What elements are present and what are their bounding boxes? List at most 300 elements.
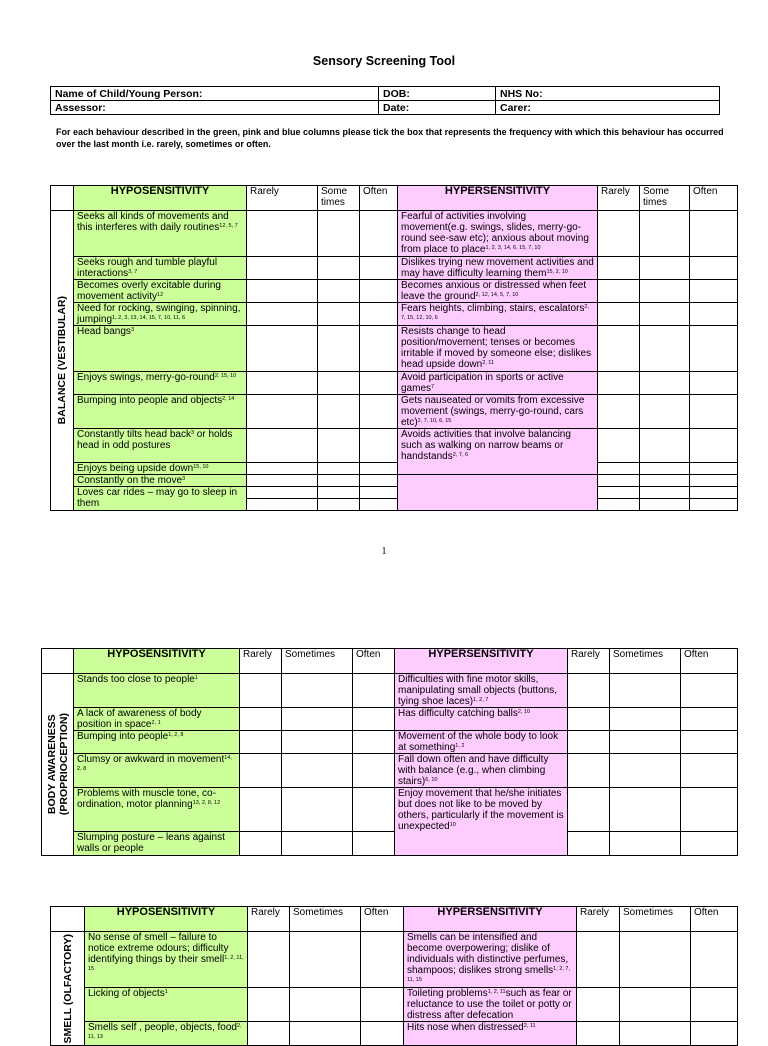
tick-box[interactable] — [318, 303, 360, 326]
hypo-behaviour — [74, 674, 240, 708]
tick-box[interactable] — [360, 303, 398, 326]
behaviour-text: Need for rocking, swinging, spinning, jumping — [77, 303, 241, 325]
reference-numbers: 2, 7, 6 — [452, 452, 469, 458]
behaviour-text: Enjoys being upside down — [77, 463, 194, 474]
tick-box[interactable] — [247, 303, 318, 326]
tick-box[interactable] — [568, 674, 610, 708]
sense-label-text — [46, 713, 70, 815]
often-header: Often — [361, 907, 404, 932]
tick-box[interactable] — [353, 754, 395, 788]
tick-box[interactable] — [681, 832, 738, 856]
reference-numbers: 2, 11, 13 — [88, 1023, 242, 1040]
tick-box[interactable] — [247, 429, 318, 463]
behaviour-text: Problems with muscle tone, co-ordination, motor planning — [77, 788, 216, 810]
often-header: Often — [353, 649, 395, 674]
behaviour-text: Head bangs — [77, 326, 131, 337]
tick-box[interactable] — [620, 932, 691, 988]
reference-numbers: 1, 2, 8 — [168, 732, 184, 738]
tick-box[interactable] — [318, 475, 360, 487]
tick-box[interactable] — [247, 326, 318, 372]
nhs-label[interactable]: NHS No: — [496, 87, 720, 101]
tick-box[interactable] — [247, 395, 318, 429]
tick-box[interactable] — [640, 326, 690, 372]
behaviour-row — [42, 832, 738, 856]
reference-numbers: 2, 11 — [523, 1023, 536, 1029]
assessor-label[interactable]: Assessor: — [51, 101, 379, 115]
reference-numbers: 2, 1 — [151, 720, 161, 726]
tick-box[interactable] — [610, 788, 681, 832]
behaviour-text: Toileting problems — [407, 988, 488, 999]
behaviour-row — [51, 487, 738, 499]
behaviour-row — [51, 988, 738, 1022]
tick-box[interactable] — [681, 788, 738, 832]
reference-numbers: 3, 7 — [128, 269, 138, 275]
tick-box[interactable] — [360, 280, 398, 303]
reference-numbers: 6, 10 — [425, 777, 438, 783]
sense-label — [42, 674, 74, 856]
header-row — [42, 649, 738, 674]
tick-box[interactable] — [640, 499, 690, 511]
sometimes-header: Some times — [318, 186, 360, 211]
behaviour-text: Movement of the whole body to look at something — [398, 731, 559, 753]
tick-box[interactable] — [290, 1022, 361, 1046]
reference-numbers: 15, 2, 10 — [546, 269, 568, 275]
behaviour-row — [51, 395, 738, 429]
behaviour-text: Avoids activities that involve balancing such as walking on narrow beams or handstands — [401, 429, 571, 462]
tick-box[interactable] — [247, 463, 318, 475]
behaviour-text: Licking of objects — [88, 988, 165, 999]
date-label[interactable]: Date: — [379, 101, 496, 115]
hypo-behaviour — [74, 395, 247, 429]
tick-box[interactable] — [690, 211, 738, 257]
corner-cell — [42, 649, 74, 674]
hypo-behaviour — [74, 832, 240, 856]
tick-box[interactable] — [690, 395, 738, 429]
behaviour-text: Clumsy or awkward in movement — [77, 754, 225, 765]
behaviour-text-cont: such as fear or reluctance to use the toilet or potty or distress after defecation — [407, 988, 572, 1021]
hyper-behaviour — [398, 475, 598, 511]
tick-box[interactable] — [610, 708, 681, 731]
tick-box[interactable] — [577, 1022, 620, 1046]
hyper-behaviour — [398, 326, 598, 372]
reference-numbers: 12 — [157, 292, 164, 298]
behaviour-row — [51, 326, 738, 372]
header-row — [51, 186, 738, 211]
tick-box[interactable] — [353, 731, 395, 754]
often-header: Often — [691, 907, 738, 932]
hypo-behaviour — [74, 475, 247, 487]
sense-label — [51, 211, 74, 511]
tick-box[interactable] — [247, 487, 318, 499]
hypo-behaviour — [74, 463, 247, 475]
tick-box[interactable] — [282, 731, 353, 754]
hypo-behaviour — [85, 1022, 248, 1046]
tick-box[interactable] — [598, 280, 640, 303]
info-table — [50, 86, 720, 115]
reference-numbers: 1, 2, 11, 15 — [88, 955, 244, 972]
tick-box[interactable] — [690, 326, 738, 372]
tick-box[interactable] — [282, 754, 353, 788]
sometimes-header: Sometimes — [610, 649, 681, 674]
behaviour-row — [51, 1022, 738, 1046]
sense-label-text: BALANCE (VESTIBULAR) — [56, 296, 68, 425]
tick-box[interactable] — [640, 257, 690, 280]
tick-box[interactable] — [360, 372, 398, 395]
behaviour-text: Smells self , people, objects, food — [88, 1022, 237, 1033]
reference-numbers: 1, 2, 3, 13, 14, 15, 7, 10, 11, 6 — [112, 315, 186, 321]
tick-box[interactable] — [240, 708, 282, 731]
tick-box[interactable] — [248, 988, 290, 1022]
hyper-behaviour — [395, 754, 568, 788]
reference-numbers: 1, 2, 11 — [487, 989, 506, 995]
behaviour-text: Constantly on the move — [77, 475, 183, 486]
hyper-behaviour — [398, 429, 598, 475]
hyper-behaviour — [395, 731, 568, 754]
tick-box[interactable] — [360, 326, 398, 372]
behaviour-text: Bumping into people — [77, 731, 169, 742]
hypo-behaviour — [74, 788, 240, 832]
tick-box[interactable] — [681, 754, 738, 788]
tick-box[interactable] — [640, 395, 690, 429]
tick-box[interactable] — [681, 674, 738, 708]
behaviour-text: Fearful of activities involving movement(e.g. swings, slides, merry-go-round see-saw etc); anxious about moving from place to place — [401, 211, 589, 255]
reference-numbers: 13, 2, 8, 12 — [192, 800, 221, 806]
behaviour-row — [42, 708, 738, 731]
reference-numbers: 2, 7, 15, 12, 10, 6 — [401, 304, 589, 321]
often-header: Often — [690, 186, 738, 211]
hyper-behaviour — [395, 708, 568, 731]
hyper-behaviour — [398, 303, 598, 326]
page-title: Sensory Screening Tool — [312, 54, 456, 68]
hyper-header: HYPERSENSITIVITY — [398, 186, 598, 211]
reference-numbers: 3 — [130, 327, 134, 333]
hypo-behaviour — [74, 257, 247, 280]
tick-box[interactable] — [690, 475, 738, 487]
tick-box[interactable] — [361, 932, 404, 988]
tick-box[interactable] — [598, 326, 640, 372]
tick-box[interactable] — [620, 1022, 691, 1046]
often-header: Often — [360, 186, 398, 211]
tick-box[interactable] — [353, 708, 395, 731]
reference-numbers: 15, 10 — [193, 464, 209, 470]
behaviour-text: Constantly tilts head back — [77, 429, 191, 440]
tick-box[interactable] — [318, 487, 360, 499]
tick-box[interactable] — [690, 303, 738, 326]
sometimes-header: Sometimes — [290, 907, 361, 932]
hypo-behaviour — [74, 708, 240, 731]
tick-box[interactable] — [640, 280, 690, 303]
tick-box[interactable] — [247, 257, 318, 280]
hyper-behaviour — [404, 1022, 577, 1046]
hyper-behaviour — [395, 674, 568, 708]
reference-numbers: 2, 15, 10 — [214, 373, 237, 379]
tick-box[interactable] — [282, 788, 353, 832]
balance-table — [50, 185, 738, 511]
tick-box[interactable] — [247, 475, 318, 487]
sometimes-header: Some times — [640, 186, 690, 211]
hyper-behaviour — [398, 257, 598, 280]
reference-numbers: 2, 12, 14, 5, 7, 10 — [475, 292, 519, 298]
behaviour-row — [51, 475, 738, 487]
sense-label-text: SMELL (OLFACTORY) — [61, 933, 74, 1044]
smell-table — [50, 906, 738, 1046]
tick-box[interactable] — [690, 487, 738, 499]
tick-box[interactable] — [360, 499, 398, 511]
tick-box[interactable] — [598, 463, 640, 475]
hypo-header: HYPOSENSITIVITY — [74, 649, 240, 674]
hyper-behaviour — [395, 788, 568, 856]
reference-numbers: 1, 2 — [455, 743, 465, 749]
hypo-behaviour — [74, 280, 247, 303]
reference-numbers: 1 — [164, 989, 168, 995]
tick-box[interactable] — [290, 988, 361, 1022]
tick-box[interactable] — [247, 499, 318, 511]
tick-box[interactable] — [282, 674, 353, 708]
tick-box[interactable] — [361, 988, 404, 1022]
corner-cell — [51, 186, 74, 211]
reference-numbers: 1, 2, 7, 11, 15 — [407, 966, 570, 983]
rarely-header: Rarely — [240, 649, 282, 674]
tick-box[interactable] — [247, 211, 318, 257]
reference-numbers: 1, 2, 3, 14, 6, 15, 7, 10 — [485, 245, 541, 251]
tick-box[interactable] — [620, 988, 691, 1022]
hypo-behaviour — [74, 731, 240, 754]
behaviour-row — [42, 674, 738, 708]
reference-numbers: 1 — [194, 675, 198, 681]
tick-box[interactable] — [318, 499, 360, 511]
behaviour-text: Seeks rough and tumble playful interactions — [77, 257, 218, 279]
tick-box[interactable] — [568, 832, 610, 856]
tick-box[interactable] — [610, 674, 681, 708]
reference-numbers: 10 — [449, 822, 456, 828]
tick-box[interactable] — [568, 708, 610, 731]
behaviour-text: No sense of smell – failure to notice extreme odours; difficulty identifying things by their smell — [88, 932, 229, 965]
tick-box[interactable] — [318, 211, 360, 257]
tick-box[interactable] — [240, 754, 282, 788]
tick-box[interactable] — [690, 280, 738, 303]
tick-box[interactable] — [247, 280, 318, 303]
tick-box[interactable] — [361, 1022, 404, 1046]
hyper-behaviour — [398, 280, 598, 303]
instructions: For each behaviour described in the green, pink and blue columns please tick the box that represents the frequency with which this behaviour has occurred over the last month i.e. rarely, sometimes or often. — [56, 127, 724, 149]
reference-numbers: 12, 5, 7 — [219, 223, 238, 229]
tick-box[interactable] — [248, 1022, 290, 1046]
behaviour-text: Has difficulty catching balls — [398, 708, 518, 719]
tick-box[interactable] — [240, 674, 282, 708]
tick-box[interactable] — [598, 499, 640, 511]
behaviour-row — [51, 463, 738, 475]
tick-box[interactable] — [640, 463, 690, 475]
behaviour-row — [51, 932, 738, 988]
behaviour-row — [51, 303, 738, 326]
reference-numbers: 14, 2, 8 — [77, 755, 232, 772]
sense-label-line2: (PROPRIOCEPTION) — [57, 713, 70, 816]
behaviour-text: Dislikes trying new movement activities and may have difficulty learning them — [401, 257, 594, 279]
tick-box[interactable] — [240, 832, 282, 856]
hyper-behaviour — [404, 988, 577, 1022]
tick-box[interactable] — [577, 932, 620, 988]
tick-box[interactable] — [568, 788, 610, 832]
hypo-behaviour — [85, 932, 248, 988]
tick-box[interactable] — [690, 463, 738, 475]
behaviour-text: Enjoy movement that he/she initiates but does not like to be moved by others, particularly if the movement is unexpected — [398, 788, 564, 832]
often-header: Often — [681, 649, 738, 674]
tick-box[interactable] — [640, 487, 690, 499]
rarely-header: Rarely — [248, 907, 290, 932]
tick-box[interactable] — [360, 395, 398, 429]
tick-box[interactable] — [681, 708, 738, 731]
behaviour-row — [51, 429, 738, 463]
tick-box[interactable] — [318, 280, 360, 303]
sometimes-header: Sometimes — [282, 649, 353, 674]
hypo-behaviour — [74, 429, 247, 463]
behaviour-row — [51, 280, 738, 303]
behaviour-row — [42, 788, 738, 832]
tick-box[interactable] — [598, 257, 640, 280]
tick-box[interactable] — [690, 429, 738, 463]
behaviour-text: Resists change to head position/movement; tenses or becomes irritable if moved by someone else; dislikes head upside down — [401, 326, 592, 370]
sense-label-line1: BODY AWARENESS — [45, 714, 58, 815]
hypo-header: HYPOSENSITIVITY — [74, 186, 247, 211]
behaviour-row — [51, 257, 738, 280]
reference-numbers: 3 — [182, 476, 186, 482]
hypo-behaviour — [85, 988, 248, 1022]
hypo-behaviour — [74, 754, 240, 788]
reference-numbers: 2, 7, 10, 6, 15 — [417, 418, 452, 424]
tick-box[interactable] — [640, 429, 690, 463]
behaviour-row — [42, 731, 738, 754]
tick-box[interactable] — [318, 257, 360, 280]
name-label[interactable]: Name of Child/Young Person: — [51, 87, 379, 101]
hypo-behaviour — [74, 303, 247, 326]
tick-box[interactable] — [360, 487, 398, 499]
tick-box[interactable] — [690, 257, 738, 280]
reference-numbers: 2, 14 — [222, 396, 235, 402]
tick-box[interactable] — [353, 788, 395, 832]
behaviour-text: Fears heights, climbing, stairs, escalators — [401, 303, 585, 314]
page-number: 1 — [381, 546, 387, 557]
tick-box[interactable] — [690, 499, 738, 511]
tick-box[interactable] — [318, 429, 360, 463]
tick-box[interactable] — [598, 211, 640, 257]
rarely-header: Rarely — [577, 907, 620, 932]
behaviour-text: Enjoys swings, merry-go-round — [77, 372, 215, 383]
behaviour-row — [51, 211, 738, 257]
tick-box[interactable] — [610, 731, 681, 754]
tick-box[interactable] — [577, 988, 620, 1022]
tick-box[interactable] — [598, 487, 640, 499]
tick-box[interactable] — [290, 932, 361, 988]
tick-box[interactable] — [568, 731, 610, 754]
behaviour-text: Loves car rides – may go to sleep in them — [77, 487, 238, 509]
reference-numbers: 3 — [190, 430, 195, 436]
behaviour-row — [51, 372, 738, 395]
tick-box[interactable] — [598, 303, 640, 326]
behaviour-text: Bumping into people and objects — [77, 395, 223, 406]
behaviour-text: Gets nauseated or vomits from excessive movement (swings, merry-go-round, cars etc) — [401, 395, 585, 428]
hyper-behaviour — [404, 932, 577, 988]
corner-cell — [51, 907, 85, 932]
tick-box[interactable] — [610, 754, 681, 788]
tick-box[interactable] — [353, 832, 395, 856]
hyper-behaviour — [398, 395, 598, 429]
behaviour-text: Stands too close to people — [77, 674, 195, 685]
hypo-behaviour — [74, 487, 247, 511]
hypo-behaviour — [74, 326, 247, 372]
behaviour-row — [42, 754, 738, 788]
tick-box[interactable] — [240, 788, 282, 832]
tick-box[interactable] — [282, 708, 353, 731]
tick-box[interactable] — [360, 429, 398, 463]
behaviour-text: Avoid participation in sports or active games — [401, 372, 564, 394]
hypo-behaviour — [74, 211, 247, 257]
tick-box[interactable] — [360, 211, 398, 257]
tick-box[interactable] — [640, 372, 690, 395]
hypo-header: HYPOSENSITIVITY — [85, 907, 248, 932]
behaviour-text: Smells can be intensified and become overpowering; dislike of individuals with distinctive perfumes, shampoos; dislikes strong smells — [407, 932, 569, 976]
behaviour-text: Hits nose when distressed — [407, 1022, 524, 1033]
behaviour-text-cont: or holds head in odd postures — [77, 429, 233, 451]
body-awareness-table — [41, 648, 738, 856]
tick-box[interactable] — [690, 372, 738, 395]
tick-box[interactable] — [318, 463, 360, 475]
tick-box[interactable] — [610, 832, 681, 856]
tick-box[interactable] — [691, 988, 738, 1022]
tick-box[interactable] — [360, 463, 398, 475]
tick-box[interactable] — [247, 372, 318, 395]
tick-box[interactable] — [318, 395, 360, 429]
hypo-behaviour — [74, 372, 247, 395]
tick-box[interactable] — [691, 932, 738, 988]
tick-box[interactable] — [360, 257, 398, 280]
tick-box[interactable] — [353, 674, 395, 708]
reference-numbers: 2, 11 — [482, 360, 495, 366]
tick-box[interactable] — [282, 832, 353, 856]
tick-box[interactable] — [568, 754, 610, 788]
behaviour-text: Seeks all kinds of movements and this interferes with daily routines — [77, 211, 229, 233]
tick-box[interactable] — [598, 475, 640, 487]
tick-box[interactable] — [318, 326, 360, 372]
tick-box[interactable] — [598, 372, 640, 395]
hyper-header: HYPERSENSITIVITY — [395, 649, 568, 674]
tick-box[interactable] — [640, 303, 690, 326]
hyper-behaviour — [398, 211, 598, 257]
tick-box[interactable] — [248, 932, 290, 988]
behaviour-text: Slumping posture – leans against walls or people — [77, 832, 225, 854]
tick-box[interactable] — [598, 395, 640, 429]
rarely-header: Rarely — [598, 186, 640, 211]
reference-numbers: 2, 10 — [517, 709, 531, 715]
behaviour-text: Becomes anxious or distressed when feet leave the ground — [401, 280, 587, 302]
header-row — [51, 907, 738, 932]
tick-box[interactable] — [640, 211, 690, 257]
sometimes-header: Sometimes — [620, 907, 691, 932]
sense-label — [51, 932, 85, 1046]
hyper-behaviour — [398, 372, 598, 395]
tick-box[interactable] — [598, 429, 640, 463]
carer-label[interactable]: Carer: — [496, 101, 720, 115]
dob-label[interactable]: DOB: — [379, 87, 496, 101]
behaviour-text: Difficulties with fine motor skills, manipulating small objects (buttons, tying shoe laces) — [398, 674, 557, 707]
tick-box[interactable] — [681, 731, 738, 754]
tick-box[interactable] — [318, 372, 360, 395]
tick-box[interactable] — [640, 475, 690, 487]
tick-box[interactable] — [240, 731, 282, 754]
tick-box[interactable] — [691, 1022, 738, 1046]
reference-numbers: 1, 2, 7 — [473, 697, 489, 703]
reference-numbers: 7 — [431, 384, 435, 390]
tick-box[interactable] — [360, 475, 398, 487]
